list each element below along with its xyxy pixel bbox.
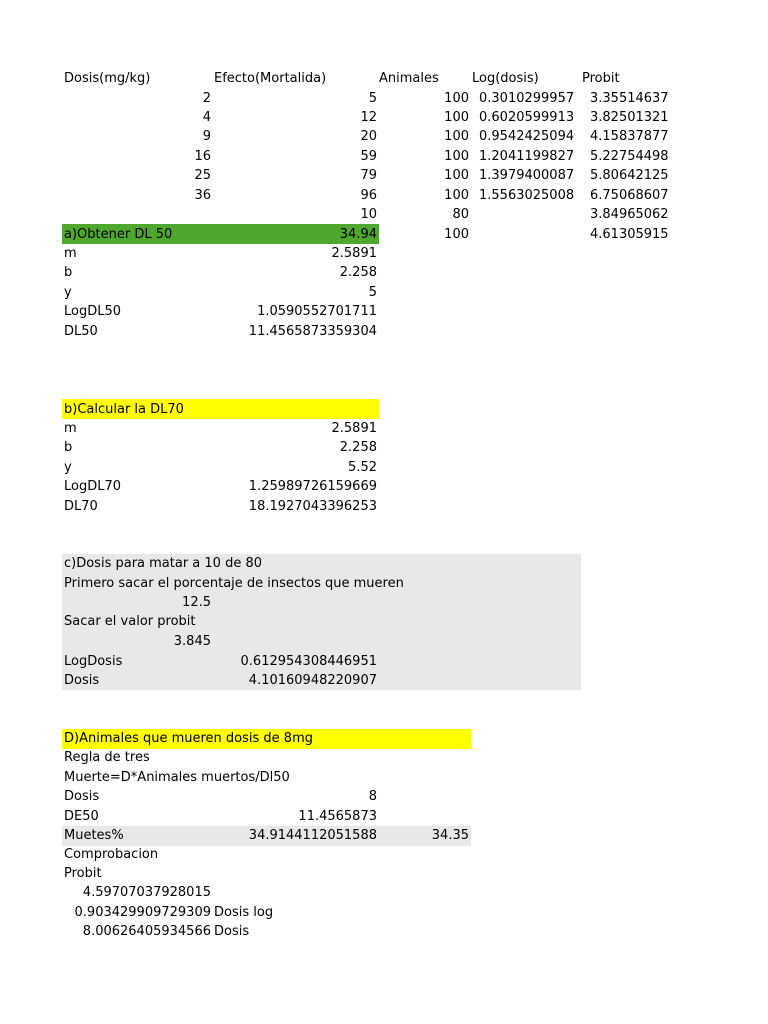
cell-log: 1.2041199827 bbox=[479, 149, 575, 164]
param-label: y bbox=[64, 460, 72, 475]
param-label: m bbox=[64, 421, 77, 436]
cell-animales: 100 bbox=[444, 91, 469, 106]
cell-animales: 100 bbox=[444, 188, 469, 203]
section-c-title: c)Dosis para matar a 10 de 80 bbox=[64, 556, 263, 571]
cell-animales: 100 bbox=[444, 110, 469, 125]
param-value: 1.25989726159669 bbox=[248, 479, 377, 494]
section-d-dosis2-label: Dosis bbox=[214, 924, 250, 939]
section-b-title: b)Calcular la DL70 bbox=[64, 402, 184, 417]
cell-dosis: 2 bbox=[202, 91, 211, 106]
cell-dosis: 36 bbox=[194, 188, 211, 203]
section-d-dosis2-value: 8.00626405934566 bbox=[82, 924, 211, 939]
cell-log: 0.9542425094 bbox=[479, 129, 575, 144]
cell-log: 1.5563025008 bbox=[479, 188, 575, 203]
param-label: b bbox=[64, 440, 73, 455]
cell-efecto: 79 bbox=[360, 168, 377, 183]
section-d-title: D)Animales que mueren dosis de 8mg bbox=[64, 731, 313, 746]
param-value: 0.612954308446951 bbox=[240, 654, 377, 669]
cell-probit: 3.82501321 bbox=[590, 110, 669, 125]
section-d-comprobacion: Comprobacion bbox=[64, 847, 159, 862]
param-label: DL50 bbox=[64, 324, 98, 339]
cell-log: 0.6020599913 bbox=[479, 110, 575, 125]
cell-animales: 100 bbox=[444, 227, 469, 242]
section-c-percent: 12.5 bbox=[182, 595, 211, 610]
cell-animales: 100 bbox=[444, 129, 469, 144]
param-value: 11.4565873 bbox=[298, 809, 377, 824]
section-d-probit-value: 4.59707037928015 bbox=[82, 885, 211, 900]
param-label: DL70 bbox=[64, 499, 98, 514]
param-value: 2.258 bbox=[339, 265, 377, 280]
section-d-line2: Muerte=D*Animales muertos/Dl50 bbox=[64, 770, 290, 785]
cell-efecto: 59 bbox=[360, 149, 377, 164]
section-d-line1: Regla de tres bbox=[64, 750, 150, 765]
param-value: 18.1927043396253 bbox=[248, 499, 377, 514]
cell-probit: 4.15837877 bbox=[590, 129, 669, 144]
param-label: m bbox=[64, 246, 77, 261]
param-label: Dosis bbox=[64, 789, 100, 804]
header-animales: Animales bbox=[379, 71, 439, 86]
section-c-step1: Primero sacar el porcentaje de insectos que mueren bbox=[64, 576, 404, 591]
section-a-title-value: 34.94 bbox=[339, 227, 377, 242]
cell-dosis: 4 bbox=[202, 110, 211, 125]
header-dosis: Dosis(mg/kg) bbox=[64, 71, 151, 86]
param-label: Muetes% bbox=[64, 828, 124, 843]
cell-animales: 100 bbox=[444, 149, 469, 164]
cell-dosis: 9 bbox=[202, 129, 211, 144]
cell-probit: 5.80642125 bbox=[590, 168, 669, 183]
param-value: 1.0590552701711 bbox=[257, 304, 377, 319]
param-value: 2.258 bbox=[339, 440, 377, 455]
param-value: 4.10160948220907 bbox=[248, 673, 377, 688]
param-label: b bbox=[64, 265, 73, 280]
cell-probit: 4.61305915 bbox=[590, 227, 669, 242]
param-label: LogDosis bbox=[64, 654, 123, 669]
param-label: LogDL50 bbox=[64, 304, 122, 319]
cell-probit: 6.75068607 bbox=[590, 188, 669, 203]
cell-efecto: 96 bbox=[360, 188, 377, 203]
section-c-step2: Sacar el valor probit bbox=[64, 614, 196, 629]
header-probit: Probit bbox=[582, 71, 620, 86]
cell-dosis: 16 bbox=[194, 149, 211, 164]
param-value: 8 bbox=[368, 789, 377, 804]
cell-animales: 80 bbox=[452, 207, 469, 222]
param-value: 5.52 bbox=[348, 460, 377, 475]
header-efecto: Efecto(Mortalida) bbox=[214, 71, 327, 86]
param-value: 34.9144112051588 bbox=[248, 828, 377, 843]
cell-log: 1.3979400087 bbox=[479, 168, 575, 183]
cell-probit: 3.35514637 bbox=[590, 91, 669, 106]
param-label: y bbox=[64, 285, 72, 300]
section-d-probit-label: Probit bbox=[64, 866, 102, 881]
muetes-extra-value: 34.35 bbox=[431, 828, 469, 843]
param-label: Dosis bbox=[64, 673, 100, 688]
cell-efecto: 12 bbox=[360, 110, 377, 125]
cell-probit: 5.22754498 bbox=[590, 149, 669, 164]
param-value: 5 bbox=[368, 285, 377, 300]
cell-log: 0.3010299957 bbox=[479, 91, 575, 106]
param-label: LogDL70 bbox=[64, 479, 122, 494]
param-value: 2.5891 bbox=[331, 421, 377, 436]
section-d-doslog-value: 0.903429909729309 bbox=[74, 905, 211, 920]
cell-probit: 3.84965062 bbox=[590, 207, 669, 222]
param-value: 11.4565873359304 bbox=[248, 324, 377, 339]
header-log-dosis: Log(dosis) bbox=[472, 71, 539, 86]
section-d-doslog-label: Dosis log bbox=[214, 905, 274, 920]
section-a-title: a)Obtener DL 50 bbox=[64, 227, 173, 242]
section-c-probit: 3.845 bbox=[173, 634, 211, 649]
cell-efecto: 10 bbox=[360, 207, 377, 222]
param-value: 2.5891 bbox=[331, 246, 377, 261]
cell-animales: 100 bbox=[444, 168, 469, 183]
cell-efecto: 20 bbox=[360, 129, 377, 144]
param-label: DE50 bbox=[64, 809, 99, 824]
cell-dosis: 25 bbox=[194, 168, 211, 183]
cell-efecto: 5 bbox=[368, 91, 377, 106]
